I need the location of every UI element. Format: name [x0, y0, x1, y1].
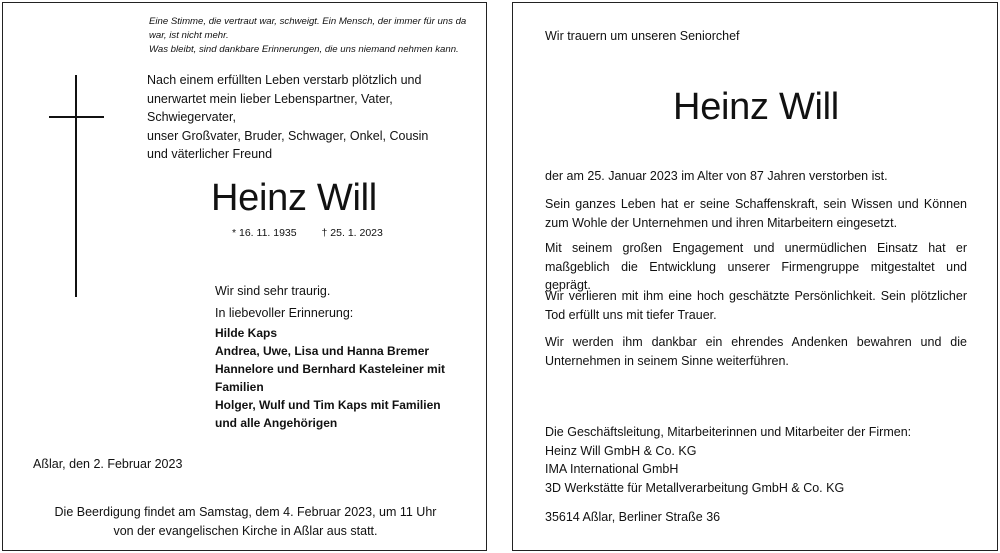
funeral-line: Die Beerdigung findet am Samstag, dem 4. Februar 2023, um 11 Uhr — [54, 505, 437, 519]
quote — [149, 15, 469, 57]
mourner: Holger, Wulf und Tim Kaps mit Familien — [215, 398, 441, 412]
paragraph: Sein ganzes Leben hat er seine Schaffenskraft, sein Wissen und Können zum Wohle der Unternehmen und ihren Mitarbeitern eingesetzt. — [545, 197, 967, 230]
mourner: Hilde Kaps — [215, 326, 278, 340]
paragraph: Mit seinem großen Engagement und unermüdlichen Einsatz hat er maßgeblich die Entwicklung unserer Firmengruppe mitgestaltet und geprägt. — [545, 241, 967, 292]
deceased-name: Heinz Will — [673, 86, 839, 128]
quote-line: Eine Stimme, die vertraut war, schweigt. Ein Mensch, der immer für uns da war, ist nicht mehr. — [149, 16, 467, 41]
intro-line: unerwartet mein lieber Lebenspartner, Vater, Schwiegervater, — [147, 91, 393, 124]
funeral-line: von der evangelischen Kirche in Aßlar aus statt. — [113, 523, 378, 538]
obituary-family — [2, 2, 487, 551]
birth-date: * 16. 11. 1935 — [232, 227, 297, 239]
paragraph: der am 25. Januar 2023 im Alter von 87 Jahren verstorben ist. — [545, 169, 888, 183]
paragraph: Wir werden ihm dankbar ein ehrendes Andenken bewahren und die Unternehmen in seinem Sinne weiterführen. — [545, 335, 967, 368]
sad-line: Wir sind sehr traurig. — [215, 284, 331, 298]
paragraph: Wir verlieren mit ihm eine hoch geschätzte Persönlichkeit. Sein plötzlicher Tod erfüllt uns mit tiefer Trauer. — [545, 289, 967, 322]
company-signature — [545, 423, 967, 497]
death-date: † 25. 1. 2023 — [321, 227, 383, 239]
mourner: und alle Angehörigen — [215, 416, 338, 430]
cross-icon-bar — [49, 116, 104, 118]
intro-text — [147, 71, 447, 164]
intro-line: Nach einem erfüllten Leben verstarb plötzlich und — [147, 73, 422, 87]
signature-line: Die Geschäftsleitung, Mitarbeiterinnen und Mitarbeiter der Firmen: — [545, 425, 912, 439]
intro-line: unser Großvater, Bruder, Schwager, Onkel, Cousin — [147, 128, 429, 143]
cross-icon — [75, 75, 77, 297]
intro-line: und väterlicher Freund — [147, 147, 273, 161]
obituary-company — [512, 2, 998, 551]
deceased-name: Heinz Will — [211, 177, 377, 219]
company-name: Heinz Will GmbH & Co. KG — [545, 443, 697, 458]
mourner: Andrea, Uwe, Lisa und Hanna Bremer — [215, 344, 430, 358]
company-address: 35614 Aßlar, Berliner Straße 36 — [545, 510, 721, 524]
memory-line: In liebevoller Erinnerung: — [215, 306, 354, 320]
quote-line: Was bleibt, sind dankbare Erinnerungen, die uns niemand nehmen kann. — [149, 44, 459, 55]
place-date: Aßlar, den 2. Februar 2023 — [33, 457, 183, 471]
company-name: 3D Werkstätte für Metallverarbeitung GmbH & Co. KG — [545, 480, 845, 495]
funeral-notice — [3, 503, 488, 540]
life-dates — [232, 227, 405, 239]
mourner: Hannelore und Bernhard Kasteleiner mit Familien — [215, 362, 446, 394]
company-heading: Wir trauern um unseren Seniorchef — [545, 29, 740, 43]
company-name: IMA International GmbH — [545, 462, 679, 476]
mourners-list — [215, 324, 486, 432]
